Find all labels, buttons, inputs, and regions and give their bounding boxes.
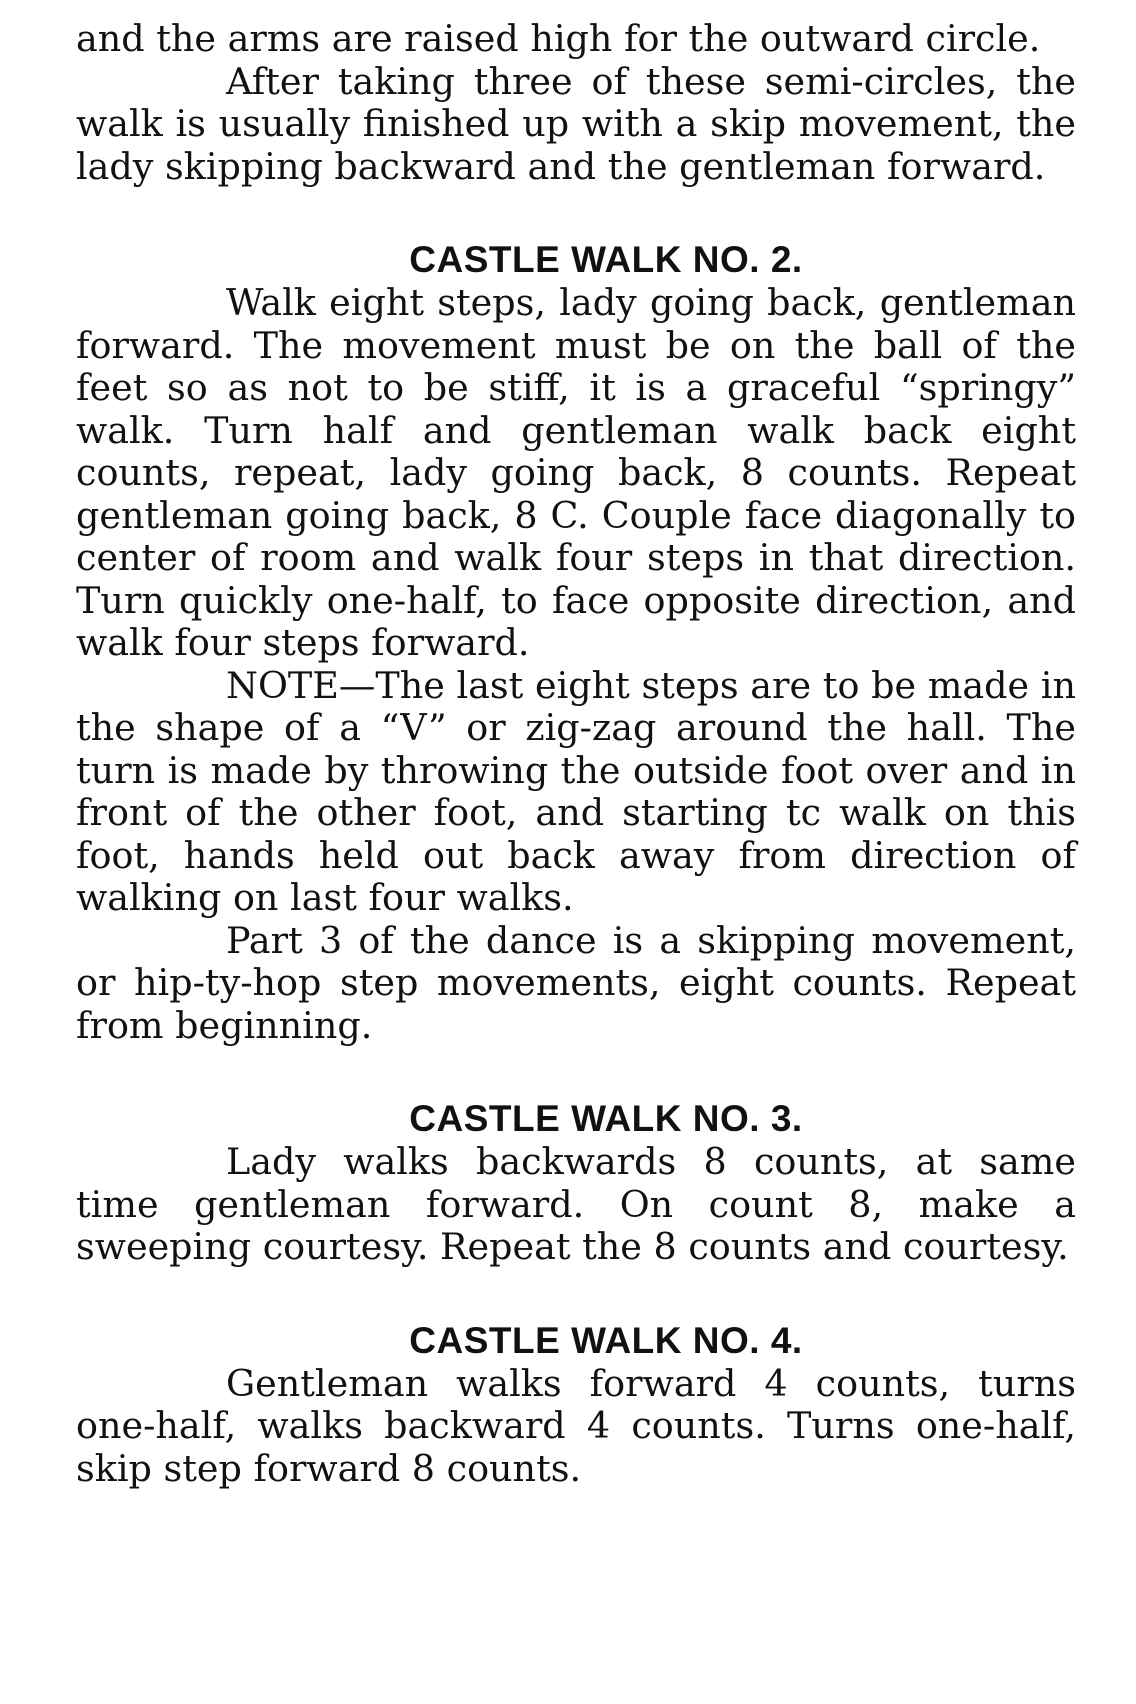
section-spacer: [76, 1047, 1076, 1097]
paragraph-walk2-steps: Walk eight steps, lady going back, gentleman forward. The movement must be on the ball of the feet so as not to be stiff, it is a graceful “springy” walk. Turn half and gentleman walk back eight counts, repeat, lady going back, 8 counts. Repeat gentleman going back, 8 C. Couple face diagonally to center of room and walk four steps in that direction. Turn quickly one-half, to face opposite direction, and walk four steps forward.: [76, 281, 1076, 664]
section-spacer: [76, 188, 1076, 238]
heading-castle-walk-4: CASTLE WALK NO. 4.: [409, 1319, 803, 1361]
paragraph-walk4-steps: Gentleman walks forward 4 counts, turns one-half, walks backward 4 counts. Turns one-half, skip step forward 8 counts.: [76, 1361, 1076, 1490]
paragraph-continuation: and the arms are raised high for the outward circle.: [76, 17, 1041, 60]
paragraph-walk2-part3: Part 3 of the dance is a skipping movement, or hip-ty-hop step movements, eight counts. Repeat from beginning.: [76, 918, 1076, 1047]
section-spacer: [76, 1269, 1076, 1319]
paragraph-walk2-note: NOTE—The last eight steps are to be made in the shape of a “V” or zig-zag around the hall. The turn is made by throwing the outside foot over and in front of the other foot, and starting tc walk on this foot, hands held out back away from direction of walking on last four walks.: [76, 663, 1076, 919]
heading-castle-walk-3: CASTLE WALK NO. 3.: [409, 1098, 803, 1139]
heading-castle-walk-2: CASTLE WALK NO. 2.: [409, 239, 803, 280]
paragraph-semicircles: After taking three of these semi-circles, the walk is usually finished up with a skip movement, the lady skipping backward and the gentleman forward.: [76, 59, 1076, 188]
paragraph-walk3-steps: Lady walks backwards 8 counts, at same time gentleman forward. On count 8, make a sweeping courtesy. Repeat the 8 counts and courtesy.: [76, 1140, 1076, 1268]
